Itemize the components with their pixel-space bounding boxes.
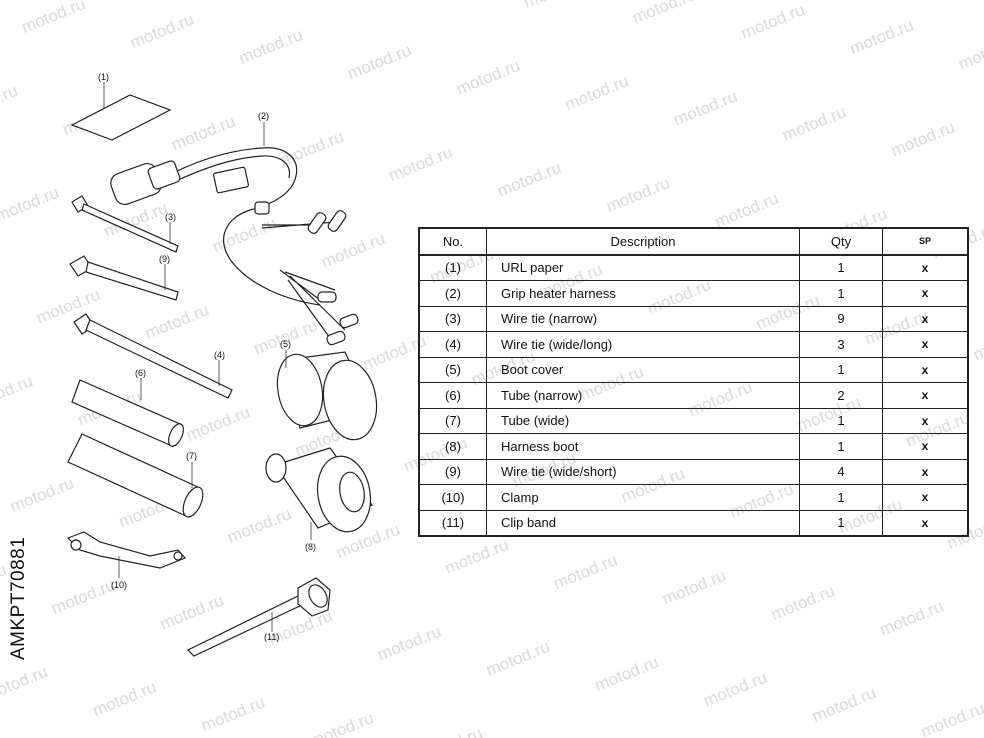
cell-sp: x xyxy=(883,255,969,281)
cell-sp: x xyxy=(883,281,969,307)
cell-qty: 1 xyxy=(800,357,883,383)
cell-description: Clamp xyxy=(487,485,800,511)
callout-3: (3) xyxy=(165,212,176,222)
cell-sp: x xyxy=(883,510,969,536)
table-header-row xyxy=(419,228,968,255)
cell-sp: x xyxy=(883,408,969,434)
cell-no: (6) xyxy=(419,383,487,409)
table-row xyxy=(419,255,968,281)
table-row xyxy=(419,281,968,307)
header-qty: Qty xyxy=(800,228,883,255)
cell-description: URL paper xyxy=(487,255,800,281)
callout-10: (10) xyxy=(111,580,128,590)
cell-no: (5) xyxy=(419,357,487,383)
table-row xyxy=(419,408,968,434)
cell-qty: 1 xyxy=(800,510,883,536)
header-no: No. xyxy=(419,228,487,255)
header-sp: SP xyxy=(883,228,969,255)
table-row xyxy=(419,357,968,383)
header-description: Description xyxy=(487,228,800,255)
callout-11: (11) xyxy=(264,632,280,642)
cell-qty: 1 xyxy=(800,255,883,281)
cell-sp: x xyxy=(883,306,969,332)
cell-qty: 3 xyxy=(800,332,883,358)
cell-description: Grip heater harness xyxy=(487,281,800,307)
cell-description: Wire tie (wide/long) xyxy=(487,332,800,358)
cell-qty: 4 xyxy=(800,459,883,485)
table-body xyxy=(419,255,968,537)
callout-9: (9) xyxy=(159,254,170,264)
table-row xyxy=(419,510,968,536)
cell-no: (9) xyxy=(419,459,487,485)
cell-sp: x xyxy=(883,357,969,383)
callout-7: (7) xyxy=(186,451,197,461)
cell-description: Tube (narrow) xyxy=(487,383,800,409)
cell-sp: x xyxy=(883,383,969,409)
cell-no: (2) xyxy=(419,281,487,307)
cell-qty: 1 xyxy=(800,485,883,511)
cell-qty: 1 xyxy=(800,408,883,434)
cell-description: Tube (wide) xyxy=(487,408,800,434)
cell-no: (10) xyxy=(419,485,487,511)
cell-sp: x xyxy=(883,485,969,511)
table-row xyxy=(419,332,968,358)
table-row xyxy=(419,434,968,460)
cell-description: Boot cover xyxy=(487,357,800,383)
callout-6: (6) xyxy=(135,368,146,378)
parts-table xyxy=(418,227,969,537)
cell-sp: x xyxy=(883,332,969,358)
cell-no: (3) xyxy=(419,306,487,332)
table-row xyxy=(419,306,968,332)
callout-2: (2) xyxy=(258,111,269,121)
table-row xyxy=(419,485,968,511)
cell-sp: x xyxy=(883,434,969,460)
callout-4: (4) xyxy=(214,350,225,360)
cell-no: (1) xyxy=(419,255,487,281)
cell-qty: 1 xyxy=(800,434,883,460)
cell-qty: 1 xyxy=(800,281,883,307)
cell-no: (7) xyxy=(419,408,487,434)
cell-qty: 2 xyxy=(800,383,883,409)
table-row xyxy=(419,383,968,409)
document-code: AMKPT70881 xyxy=(8,536,29,660)
cell-description: Harness boot xyxy=(487,434,800,460)
cell-qty: 9 xyxy=(800,306,883,332)
cell-description: Wire tie (narrow) xyxy=(487,306,800,332)
callout-8: (8) xyxy=(305,542,316,552)
callout-5: (5) xyxy=(280,339,291,349)
cell-no: (4) xyxy=(419,332,487,358)
cell-sp: x xyxy=(883,459,969,485)
cell-no: (8) xyxy=(419,434,487,460)
cell-no: (11) xyxy=(419,510,487,536)
callout-1: (1) xyxy=(98,72,109,82)
cell-description: Wire tie (wide/short) xyxy=(487,459,800,485)
cell-description: Clip band xyxy=(487,510,800,536)
table-row xyxy=(419,459,968,485)
